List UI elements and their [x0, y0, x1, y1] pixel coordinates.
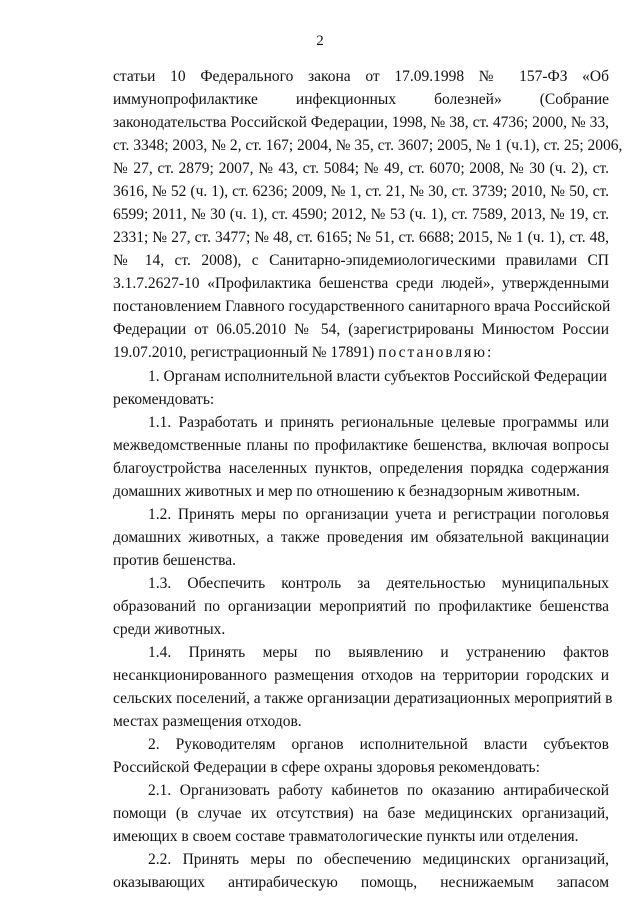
- text-line: № 14, ст. 2008), с Санитарно-эпидемиологическими правилами СП: [113, 252, 609, 269]
- text-line: 6599; 2011, № 30 (ч. 1), ст. 4590; 2012, № 53 (ч. 1), ст. 7589, 2013, № 19, ст.: [113, 206, 609, 223]
- text-line: благоустройства населенных пунктов, определения порядка содержания: [113, 460, 609, 477]
- text-line: Российской Федерации в сфере охраны здоровья рекомендовать:: [113, 759, 540, 776]
- text-line: рекомендовать:: [113, 391, 215, 408]
- text-line: домашних животных и мер по отношению к безнадзорным животным.: [113, 483, 580, 500]
- text-line: местах размещения отходов.: [113, 713, 302, 730]
- text-line: несанкционированного размещения отходов на территории городских и: [113, 667, 609, 684]
- resolution-word: постановляю:: [378, 344, 494, 361]
- text-line: ст. 3348; 2003, № 2, ст. 167; 2004, № 35, ст. 3607; 2005, № 1 (ч.1), ст. 25; 2006,: [113, 137, 623, 154]
- item-1-2: 1.2. Принять меры по организации учета и регистрации поголовья: [148, 506, 609, 523]
- item-2-1: 2.1. Организовать работу кабинетов по оказанию антирабической: [148, 782, 609, 799]
- text-line: [113, 342, 609, 364]
- page-number: 2: [316, 33, 324, 49]
- paragraph-1-heading: 1. Органам исполнительной власти субъектов Российской Федерации: [148, 368, 608, 385]
- item-1-1: 1.1. Разработать и принять региональные целевые программы или: [148, 414, 609, 431]
- text-line: статьи 10 Федерального закона от 17.09.1998 № 157-ФЗ «Об: [113, 68, 609, 85]
- text-line: домашних животных, а также проведения им обязательной вакцинации: [113, 529, 609, 546]
- text-line-body: 19.07.2010, регистрационный № 17891): [113, 344, 375, 361]
- text-line: постановлением Главного государственного санитарного врача Российской: [113, 298, 611, 315]
- text-line: против бешенства.: [113, 552, 237, 569]
- text-line: иммунопрофилактике инфекционных болезней» (Собрание: [113, 91, 609, 108]
- text-line: 3616, № 52 (ч. 1), ст. 6236; 2009, № 1, ст. 21, № 30, ст. 3739; 2010, № 50, ст.: [113, 183, 609, 200]
- text-line: образований по организации мероприятий по профилактике бешенства: [113, 598, 609, 615]
- text-line: межведомственные планы по профилактике бешенства, включая вопросы: [113, 437, 609, 454]
- text-line: имеющих в своем составе травматологические пункты или отделения.: [113, 828, 579, 845]
- text-line: среди животных.: [113, 621, 226, 638]
- text-line: законодательства Российской Федерации, 1998, № 38, ст. 4736; 2000, № 33,: [113, 114, 609, 131]
- paragraph-2-heading: 2. Руководителям органов исполнительной власти субъектов: [148, 736, 609, 753]
- text-line: Федерации от 06.05.2010 № 54, (зарегистрированы Минюстом России: [113, 321, 609, 338]
- item-2-2: 2.2. Принять меры по обеспечению медицинских организаций,: [148, 851, 609, 868]
- text-line: оказывающих антирабическую помощь, неснижаемым запасом: [113, 874, 609, 891]
- text-line: № 27, ст. 2879; 2007, № 43, ст. 5084; № 49, ст. 6070; 2008, № 30 (ч. 2), ст.: [113, 160, 609, 177]
- text-line: помощи (в случае их отсутствия) на базе медицинских организаций,: [113, 805, 609, 822]
- text-line: сельских поселений, а также организации дератизационных мероприятий в: [113, 690, 613, 707]
- item-1-4: 1.4. Принять меры по выявлению и устранению фактов: [148, 644, 609, 661]
- text-line: 2331; № 27, ст. 3477; № 48, ст. 6165; № 51, ст. 6688; 2015, № 1 (ч. 1), ст. 48,: [113, 229, 609, 246]
- text-line: 3.1.7.2627-10 «Профилактика бешенства среди людей», утвержденными: [113, 275, 609, 292]
- item-1-3: 1.3. Обеспечить контроль за деятельностью муниципальных: [148, 575, 609, 592]
